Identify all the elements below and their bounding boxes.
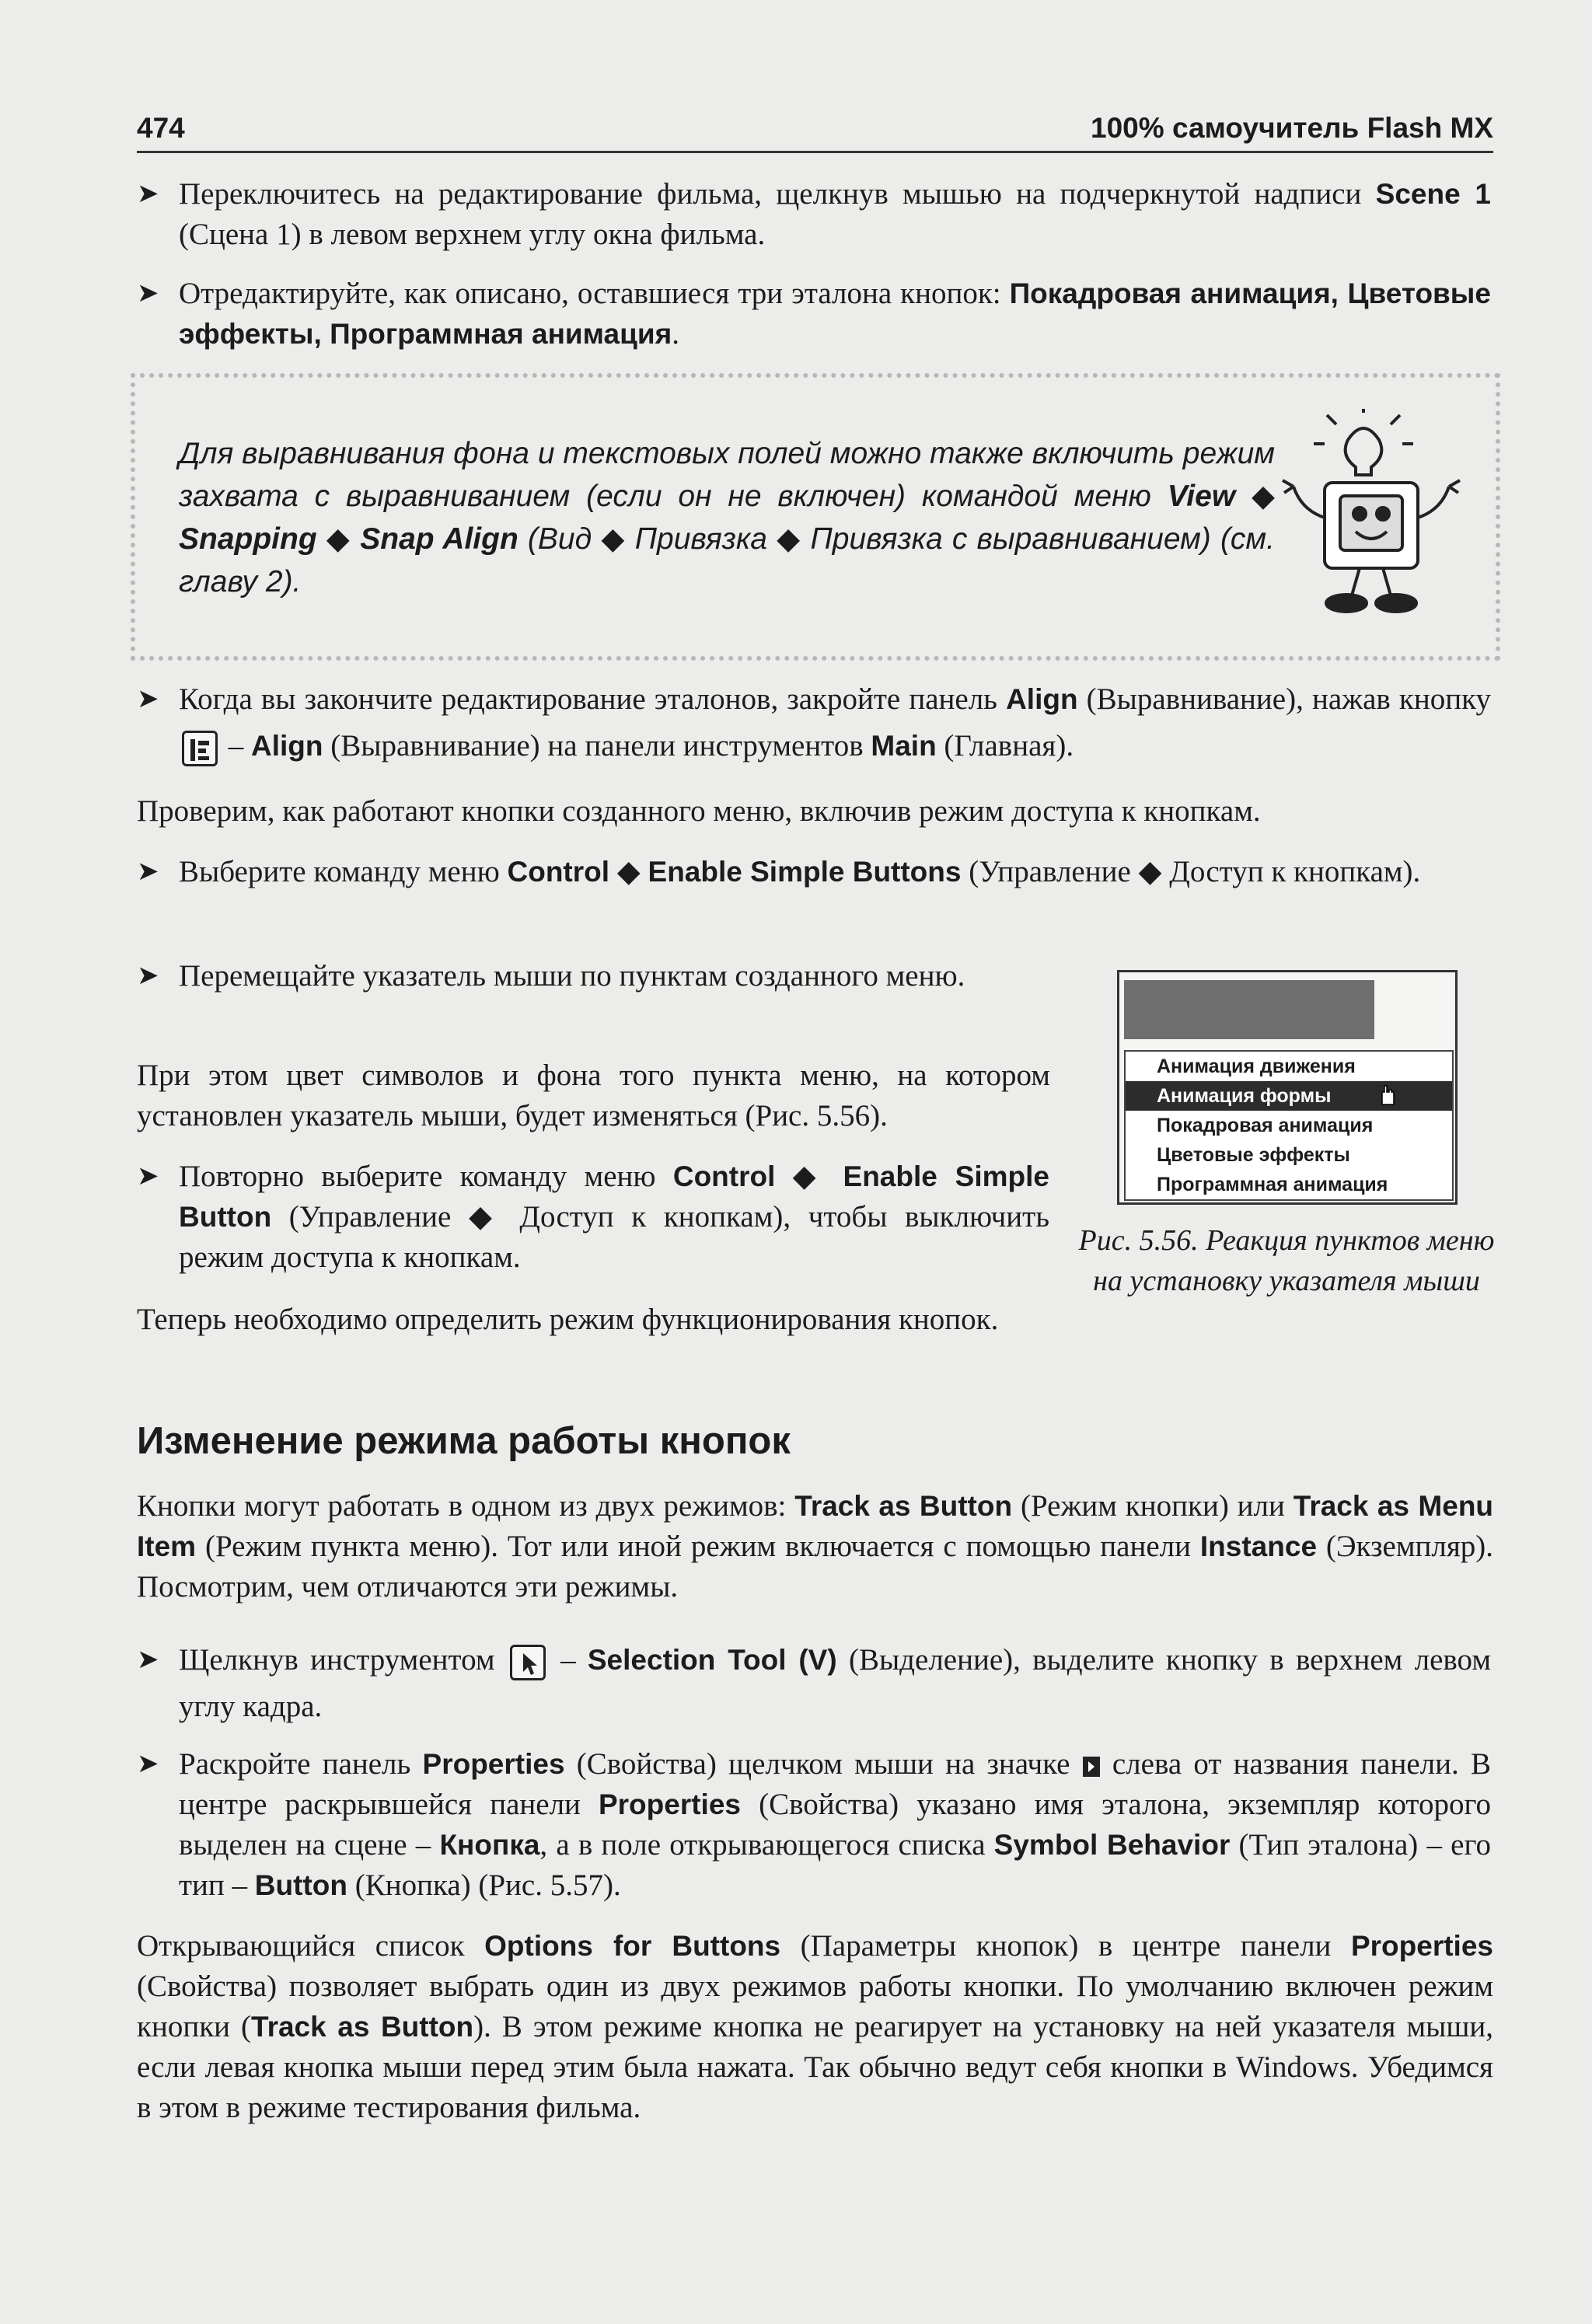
bullet-edit-symbols: ➤ Отредактируйте, как описано, оставшиеся три эталона кнопок: Покадровая анимация, Цветовые эффекты, Программная анимация. [179,274,1491,354]
bullet-arrow-icon: ➤ [137,1162,159,1191]
figure-menu-screenshot [1117,970,1458,1205]
bullet-open-properties: ➤ Раскройте панель Properties (Свойства) щелчком мыши на значке слева от названия панели. В центре раскрывшейся панели Properties (Свойства) указано имя эталона, экземпляр которого выделен на сцене – Кнопка, а в поле открывающегося списка Symbol Behavior (Тип эталона) – его тип – Button (Кнопка) (Рис. 5.57). [179,1744,1491,1906]
bullet-move-pointer: ➤ Перемещайте указатель мыши по пунктам созданного меню. [179,956,1049,996]
bullet-selection-tool: ➤ Щелкнув инструментом – Selection Tool (V) (Выделение), выделите кнопку в верхнем левом углу кадра. [179,1637,1491,1730]
bullet-close-align: ➤ Когда вы закончите редактирование эталонов, закройте панель Align (Выравнивание), нажав кнопку – Align (Выравнивание) на панели инструментов Main (Главная). [179,676,1491,769]
bullet-arrow-icon: ➤ [137,279,159,308]
running-title: 100% самоучитель Flash MX [1091,112,1493,144]
note-text: Для выравнивания фона и текстовых полей можно также включить режим захвата с выравниванием (если он не включен) командой меню View ◆ Snapping ◆ Snap Align (Вид ◆ Привязка ◆ Привязка с выравниванием) (см. главу 2). [179,437,1276,598]
para-color-change: При этом цвет символов и фона того пункта меню, на котором установлен указатель мыши, будет изменяться (Рис. 5.56). [137,1059,1050,1132]
bullet-arrow-icon: ➤ [137,1750,159,1778]
para-define-mode: Теперь необходимо определить режим функционирования кнопок. [137,1303,999,1336]
align-panel-icon [182,731,218,766]
menu-list [1124,1050,1454,1201]
menu-item: Программная анимация [1157,1174,1388,1195]
menu-item: Цветовые эффекты [1157,1144,1350,1166]
bullet-arrow-icon: ➤ [137,180,159,208]
para-check-buttons: Проверим, как работают кнопки созданного меню, включив режим доступа к кнопкам. [137,794,1261,828]
bullet-arrow-icon: ➤ [137,961,159,990]
menu-item-highlighted: Анимация формы [1126,1081,1452,1111]
para-button-modes: Кнопки могут работать в одном из двух режимов: Track as Button (Режим кнопки) или Track as Menu Item (Режим пункта меню). Тот или иной режим включается с помощью панели Instance (Экземпляр). Посмотрим, чем отличаются эти режимы. [137,1489,1494,1603]
menu-header-bar [1124,980,1374,1039]
expand-triangle-icon [1082,1755,1101,1778]
bullet-enable-buttons: ➤ Выберите команду меню Control ◆ Enable Simple Buttons (Управление ◆ Доступ к кнопкам). [179,852,1491,892]
bullet-arrow-icon: ➤ [137,857,159,886]
menu-item: Анимация движения [1157,1056,1356,1077]
figure-caption: Рис. 5.56. Реакция пунктов меню на установку указателя мыши [1078,1224,1495,1297]
arrow-pointer-icon [510,1645,546,1680]
note-box [131,373,1500,661]
bullet-disable-buttons: ➤ Повторно выберите команду меню Control ◆ Enable Simple Button (Управление ◆ Доступ к кнопкам), чтобы выключить режим доступа к кнопкам. [179,1157,1049,1278]
page-number: 474 [137,112,185,144]
bullet-arrow-icon: ➤ [137,685,159,714]
monitor-mascot-icon [1270,409,1472,634]
hand-cursor-icon [1374,1083,1398,1106]
menu-item: Покадровая анимация [1157,1115,1374,1136]
section-heading: Изменение режима работы кнопок [137,1420,791,1462]
page-header [137,109,1493,153]
bullet-arrow-icon: ➤ [137,1645,159,1674]
para-options-for-buttons: Открывающийся список Options for Buttons (Параметры кнопок) в центре панели Properties (Свойства) позволяет выбрать один из двух режимов работы кнопки. По умолчанию включен режим кнопки (Track as Button). В этом режиме кнопка не реагирует на установку на ней указателя мыши, если левая кнопка мыши перед этим была нажата. Так обычно ведут себя кнопки в Windows. Убедимся в этом в режиме тестирования фильма. [137,1929,1494,2124]
bullet-switch-scene: ➤ Переключитесь на редактирование фильма, щелкнув мышью на подчеркнутой надписи Scene 1 (Сцена 1) в левом верхнем углу окна фильма. [179,174,1491,255]
